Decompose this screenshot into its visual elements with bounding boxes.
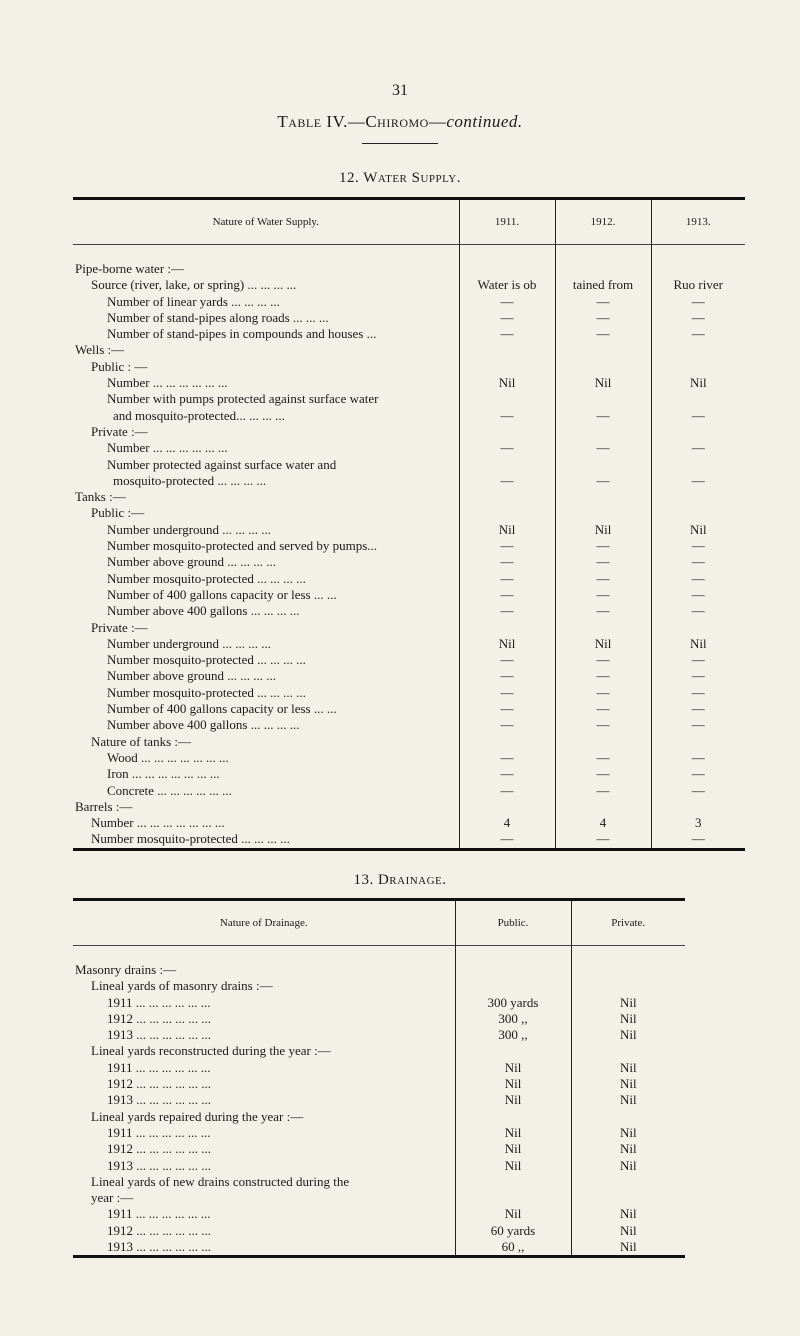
row-value: Nil <box>455 1141 571 1157</box>
row-value: — <box>691 407 705 423</box>
row-label: 1911 ... ... ... ... ... ... <box>73 1206 455 1222</box>
table-row <box>73 831 745 849</box>
row-value: — <box>459 440 555 456</box>
row-value: — <box>555 440 651 456</box>
row-value: — <box>459 294 555 310</box>
table-row <box>73 815 745 831</box>
row-value: — <box>691 309 705 325</box>
row-label: Number mosquito-protected ... ... ... ... <box>73 652 459 668</box>
row-value: 4 <box>459 815 555 831</box>
row-value <box>459 799 555 815</box>
row-value: Nil <box>455 1206 571 1222</box>
row-value <box>571 1109 685 1125</box>
table-row <box>73 375 745 391</box>
row-value: Nil <box>555 522 651 538</box>
row-value: — <box>459 554 555 570</box>
table-row <box>73 1027 685 1043</box>
row-label: 1913 ... ... ... ... ... ... <box>73 1092 455 1108</box>
row-value <box>571 1043 685 1059</box>
table-row <box>73 636 745 652</box>
table-row <box>73 587 745 603</box>
water-supply-header-1912: 1912. <box>555 199 651 245</box>
row-value <box>555 261 651 277</box>
row-value: Nil <box>455 1060 571 1076</box>
row-value: — <box>459 652 555 668</box>
row-label: Number above 400 gallons ... ... ... ... <box>73 603 459 619</box>
table-row <box>73 962 685 978</box>
row-label: Number mosquito-protected ... ... ... ... <box>73 685 459 701</box>
row-label: 1913 ... ... ... ... ... ... <box>73 1158 455 1174</box>
row-label: and mosquito-protected... ... ... ... <box>73 408 459 424</box>
row-label: Masonry drains :— <box>73 962 455 978</box>
water-supply-header-nature: Nature of Water Supply. <box>73 199 459 245</box>
drainage-header-row <box>73 900 685 946</box>
table-row <box>73 294 745 310</box>
row-value: — <box>555 587 651 603</box>
table-row <box>73 799 745 815</box>
table-row <box>73 685 745 701</box>
row-label: Number with pumps protected against surface water <box>73 391 459 407</box>
water-supply-header-1911: 1911. <box>459 199 555 245</box>
row-value: — <box>691 570 705 586</box>
drainage-header-public: Public. <box>455 900 571 946</box>
table-row <box>73 359 745 375</box>
row-value <box>555 505 651 521</box>
row-value <box>459 505 555 521</box>
row-value: — <box>691 293 705 309</box>
row-value: — <box>691 586 705 602</box>
row-label: Pipe-borne water :— <box>73 261 459 277</box>
row-value: — <box>555 538 651 554</box>
row-value: — <box>555 668 651 684</box>
row-value <box>555 391 651 407</box>
row-label: Lineal yards of masonry drains :— <box>73 978 455 994</box>
row-value: — <box>555 310 651 326</box>
row-value <box>651 424 745 440</box>
row-value: Nil <box>459 375 555 391</box>
table-row <box>73 538 745 554</box>
row-value: — <box>691 538 705 554</box>
row-label: 1913 ... ... ... ... ... ... <box>73 1239 455 1257</box>
row-label: Barrels :— <box>73 799 459 815</box>
row-value <box>455 962 571 978</box>
row-label: Concrete ... ... ... ... ... ... <box>73 783 459 799</box>
row-value: — <box>555 603 651 619</box>
row-value: Nil <box>455 1125 571 1141</box>
row-value: Nil <box>619 994 637 1010</box>
water-supply-title: 12. Water Supply. <box>339 170 461 186</box>
drainage-title: 13. Drainage. <box>353 872 447 888</box>
row-value <box>651 734 745 750</box>
row-value <box>651 342 745 358</box>
row-value: — <box>555 685 651 701</box>
table-row <box>73 1174 685 1190</box>
row-value: — <box>459 408 555 424</box>
row-value: — <box>555 294 651 310</box>
row-value: — <box>459 587 555 603</box>
table-row <box>73 326 745 342</box>
row-label: Number mosquito-protected ... ... ... ... <box>73 831 459 849</box>
page-number: 31 <box>392 82 408 99</box>
row-label: mosquito-protected ... ... ... ... <box>73 473 459 489</box>
row-value: — <box>459 326 555 342</box>
water-supply-table <box>73 197 745 851</box>
row-label: Wood ... ... ... ... ... ... ... <box>73 750 459 766</box>
table-title-continued: continued. <box>446 112 523 131</box>
drainage-table <box>73 898 685 1258</box>
row-value <box>555 734 651 750</box>
row-value: — <box>459 701 555 717</box>
row-label: Number ... ... ... ... ... ... <box>73 440 459 456</box>
row-value: Nil <box>619 1124 637 1140</box>
row-value <box>455 978 571 994</box>
table-row <box>73 571 745 587</box>
row-label: Number of linear yards ... ... ... ... <box>73 294 459 310</box>
table-row <box>73 342 745 358</box>
row-value <box>651 457 745 473</box>
row-label: Number underground ... ... ... ... <box>73 522 459 538</box>
row-value: Nil <box>689 375 707 391</box>
row-value <box>455 1190 571 1206</box>
row-value: — <box>459 783 555 799</box>
table-spacer <box>73 946 685 963</box>
row-value <box>459 489 555 505</box>
row-label: Number of stand-pipes in compounds and houses ... <box>73 326 459 342</box>
row-label: Number ... ... ... ... ... ... ... <box>73 815 459 831</box>
row-value: — <box>459 717 555 733</box>
table-row <box>73 1076 685 1092</box>
row-value: — <box>691 440 705 456</box>
row-value: — <box>459 766 555 782</box>
row-value <box>571 962 685 978</box>
row-value: — <box>691 749 705 765</box>
row-value <box>651 359 745 375</box>
row-label: 1911 ... ... ... ... ... ... <box>73 1060 455 1076</box>
row-value: Nil <box>571 1239 685 1257</box>
table-row <box>73 1206 685 1222</box>
table-row <box>73 522 745 538</box>
row-value <box>555 620 651 636</box>
row-value <box>651 620 745 636</box>
row-value: — <box>691 766 705 782</box>
row-value: — <box>691 684 705 700</box>
row-value: Ruo river <box>673 277 723 293</box>
table-row <box>73 1092 685 1108</box>
row-value <box>455 1043 571 1059</box>
row-value: — <box>691 472 705 488</box>
row-value: — <box>555 326 651 342</box>
water-supply-header-1913: 1913. <box>685 216 711 228</box>
row-value <box>455 1174 571 1190</box>
row-value <box>651 799 745 815</box>
table-row <box>73 424 745 440</box>
table-row <box>73 1125 685 1141</box>
row-value: Nil <box>459 636 555 652</box>
row-label: Number mosquito-protected and served by pumps... <box>73 538 459 554</box>
row-value: — <box>459 750 555 766</box>
row-value <box>555 359 651 375</box>
row-value: Nil <box>619 1141 637 1157</box>
row-value: — <box>459 473 555 489</box>
row-value <box>459 734 555 750</box>
row-value <box>455 1109 571 1125</box>
row-label: Number above ground ... ... ... ... <box>73 554 459 570</box>
row-label: 1912 ... ... ... ... ... ... <box>73 1076 455 1092</box>
table-row <box>73 766 745 782</box>
row-value: — <box>459 668 555 684</box>
row-value: Nil <box>619 1157 637 1173</box>
row-value: Nil <box>619 1222 637 1238</box>
row-value: — <box>691 603 705 619</box>
row-value: 60 yards <box>455 1223 571 1239</box>
row-value: — <box>555 831 651 849</box>
row-value: — <box>459 603 555 619</box>
row-value <box>555 457 651 473</box>
table-row <box>73 978 685 994</box>
table-row <box>73 408 745 424</box>
row-value: — <box>555 750 651 766</box>
table-row <box>73 1158 685 1174</box>
row-label: 1911 ... ... ... ... ... ... <box>73 1125 455 1141</box>
row-label: Number above 400 gallons ... ... ... ... <box>73 717 459 733</box>
row-value: — <box>691 701 705 717</box>
table-row <box>73 1141 685 1157</box>
row-value: — <box>555 783 651 799</box>
row-value: — <box>555 652 651 668</box>
table-row <box>73 1011 685 1027</box>
table-spacer <box>73 245 745 262</box>
row-value <box>651 261 745 277</box>
table-row <box>73 391 745 407</box>
row-value: Nil <box>455 1158 571 1174</box>
row-label: Lineal yards repaired during the year :— <box>73 1109 455 1125</box>
row-label: Public :— <box>73 505 459 521</box>
row-value: 60 ,, <box>455 1239 571 1257</box>
row-value: — <box>555 408 651 424</box>
row-value: — <box>459 831 555 849</box>
row-label: 1912 ... ... ... ... ... ... <box>73 1223 455 1239</box>
table-row <box>73 1060 685 1076</box>
row-value: — <box>691 782 705 798</box>
table-row <box>73 1223 685 1239</box>
row-value: Nil <box>619 1010 637 1026</box>
row-value: — <box>555 766 651 782</box>
row-value: — <box>459 571 555 587</box>
row-value: — <box>555 717 651 733</box>
row-label: Number of 400 gallons capacity or less ... ... <box>73 587 459 603</box>
table-row <box>73 1239 685 1257</box>
row-value <box>459 457 555 473</box>
row-value <box>459 620 555 636</box>
row-value: — <box>459 685 555 701</box>
table-row <box>73 783 745 799</box>
table-row <box>73 995 685 1011</box>
row-value <box>555 489 651 505</box>
row-label: Private :— <box>73 424 459 440</box>
row-value: — <box>691 554 705 570</box>
row-value <box>459 424 555 440</box>
row-label: Number of stand-pipes along roads ... ... ... <box>73 310 459 326</box>
row-value <box>459 342 555 358</box>
row-value <box>459 391 555 407</box>
water-supply-header-row <box>73 199 745 245</box>
row-value: 4 <box>555 815 651 831</box>
row-value <box>571 978 685 994</box>
row-label: Private :— <box>73 620 459 636</box>
table-row <box>73 440 745 456</box>
table-row <box>73 505 745 521</box>
row-label: Lineal yards of new drains constructed during the <box>73 1174 455 1190</box>
row-value: — <box>691 326 705 342</box>
row-value <box>651 489 745 505</box>
table-row <box>73 717 745 733</box>
row-label: Iron ... ... ... ... ... ... ... <box>73 766 459 782</box>
row-label: Nature of tanks :— <box>73 734 459 750</box>
row-value <box>555 799 651 815</box>
row-label: 1912 ... ... ... ... ... ... <box>73 1141 455 1157</box>
table-row <box>73 473 745 489</box>
row-label: Tanks :— <box>73 489 459 505</box>
row-label: 1912 ... ... ... ... ... ... <box>73 1011 455 1027</box>
row-value: Nil <box>619 1206 637 1222</box>
row-value: tained from <box>555 277 651 293</box>
row-value: Nil <box>689 635 707 651</box>
drainage-header-nature: Nature of Drainage. <box>73 900 455 946</box>
row-value: 300 ,, <box>455 1027 571 1043</box>
row-value: — <box>555 571 651 587</box>
row-value: Nil <box>459 522 555 538</box>
row-label: Number above ground ... ... ... ... <box>73 668 459 684</box>
row-value: 300 ,, <box>455 1011 571 1027</box>
table-row <box>73 701 745 717</box>
table-row <box>73 1109 685 1125</box>
table-row <box>73 457 745 473</box>
row-value: Nil <box>619 1059 637 1075</box>
table-title <box>0 112 800 132</box>
row-value <box>651 391 745 407</box>
row-label: Number of 400 gallons capacity or less ... ... <box>73 701 459 717</box>
table-row <box>73 668 745 684</box>
row-value: Nil <box>555 636 651 652</box>
row-value: Nil <box>619 1076 637 1092</box>
table-row <box>73 603 745 619</box>
row-label: Wells :— <box>73 342 459 358</box>
row-value <box>555 424 651 440</box>
table-row <box>73 652 745 668</box>
row-label: Source (river, lake, or spring) ... ... ... ... <box>73 277 459 293</box>
row-value <box>651 505 745 521</box>
row-value: 3 <box>695 815 702 831</box>
row-value: Nil <box>619 1092 637 1108</box>
table-row <box>73 489 745 505</box>
drainage-header-private: Private. <box>611 917 646 929</box>
row-value: Nil <box>619 1027 637 1043</box>
table-row <box>73 734 745 750</box>
row-label: Public : — <box>73 359 459 375</box>
table-row <box>73 310 745 326</box>
table-row <box>73 620 745 636</box>
row-value: — <box>691 668 705 684</box>
row-value <box>555 342 651 358</box>
row-label: Number underground ... ... ... ... <box>73 636 459 652</box>
table-row <box>73 1043 685 1059</box>
row-value <box>459 359 555 375</box>
row-value <box>571 1190 685 1206</box>
row-label: Number protected against surface water and <box>73 457 459 473</box>
row-value <box>571 1174 685 1190</box>
table-row <box>73 1190 685 1206</box>
table-title-label: Table IV.—Chiromo— <box>277 112 447 131</box>
row-label: year :— <box>73 1190 455 1206</box>
row-value: — <box>459 538 555 554</box>
row-value: Nil <box>689 521 707 537</box>
table-row <box>73 277 745 293</box>
row-label: Lineal yards reconstructed during the year :— <box>73 1043 455 1059</box>
row-label: Number ... ... ... ... ... ... <box>73 375 459 391</box>
table-row <box>73 750 745 766</box>
row-label: 1911 ... ... ... ... ... ... <box>73 995 455 1011</box>
row-value: — <box>555 473 651 489</box>
row-value: — <box>691 652 705 668</box>
title-rule <box>362 143 438 144</box>
row-value: Nil <box>455 1092 571 1108</box>
row-value: Nil <box>455 1076 571 1092</box>
row-label: 1913 ... ... ... ... ... ... <box>73 1027 455 1043</box>
row-value: — <box>459 310 555 326</box>
row-value: Water is ob <box>459 277 555 293</box>
table-row <box>73 261 745 277</box>
row-value: — <box>555 701 651 717</box>
row-value: 300 yards <box>455 995 571 1011</box>
row-value: — <box>651 831 745 849</box>
row-value: Nil <box>555 375 651 391</box>
row-value: — <box>691 717 705 733</box>
row-value <box>459 261 555 277</box>
row-value: — <box>555 554 651 570</box>
row-label: Number mosquito-protected ... ... ... ... <box>73 571 459 587</box>
table-row <box>73 554 745 570</box>
